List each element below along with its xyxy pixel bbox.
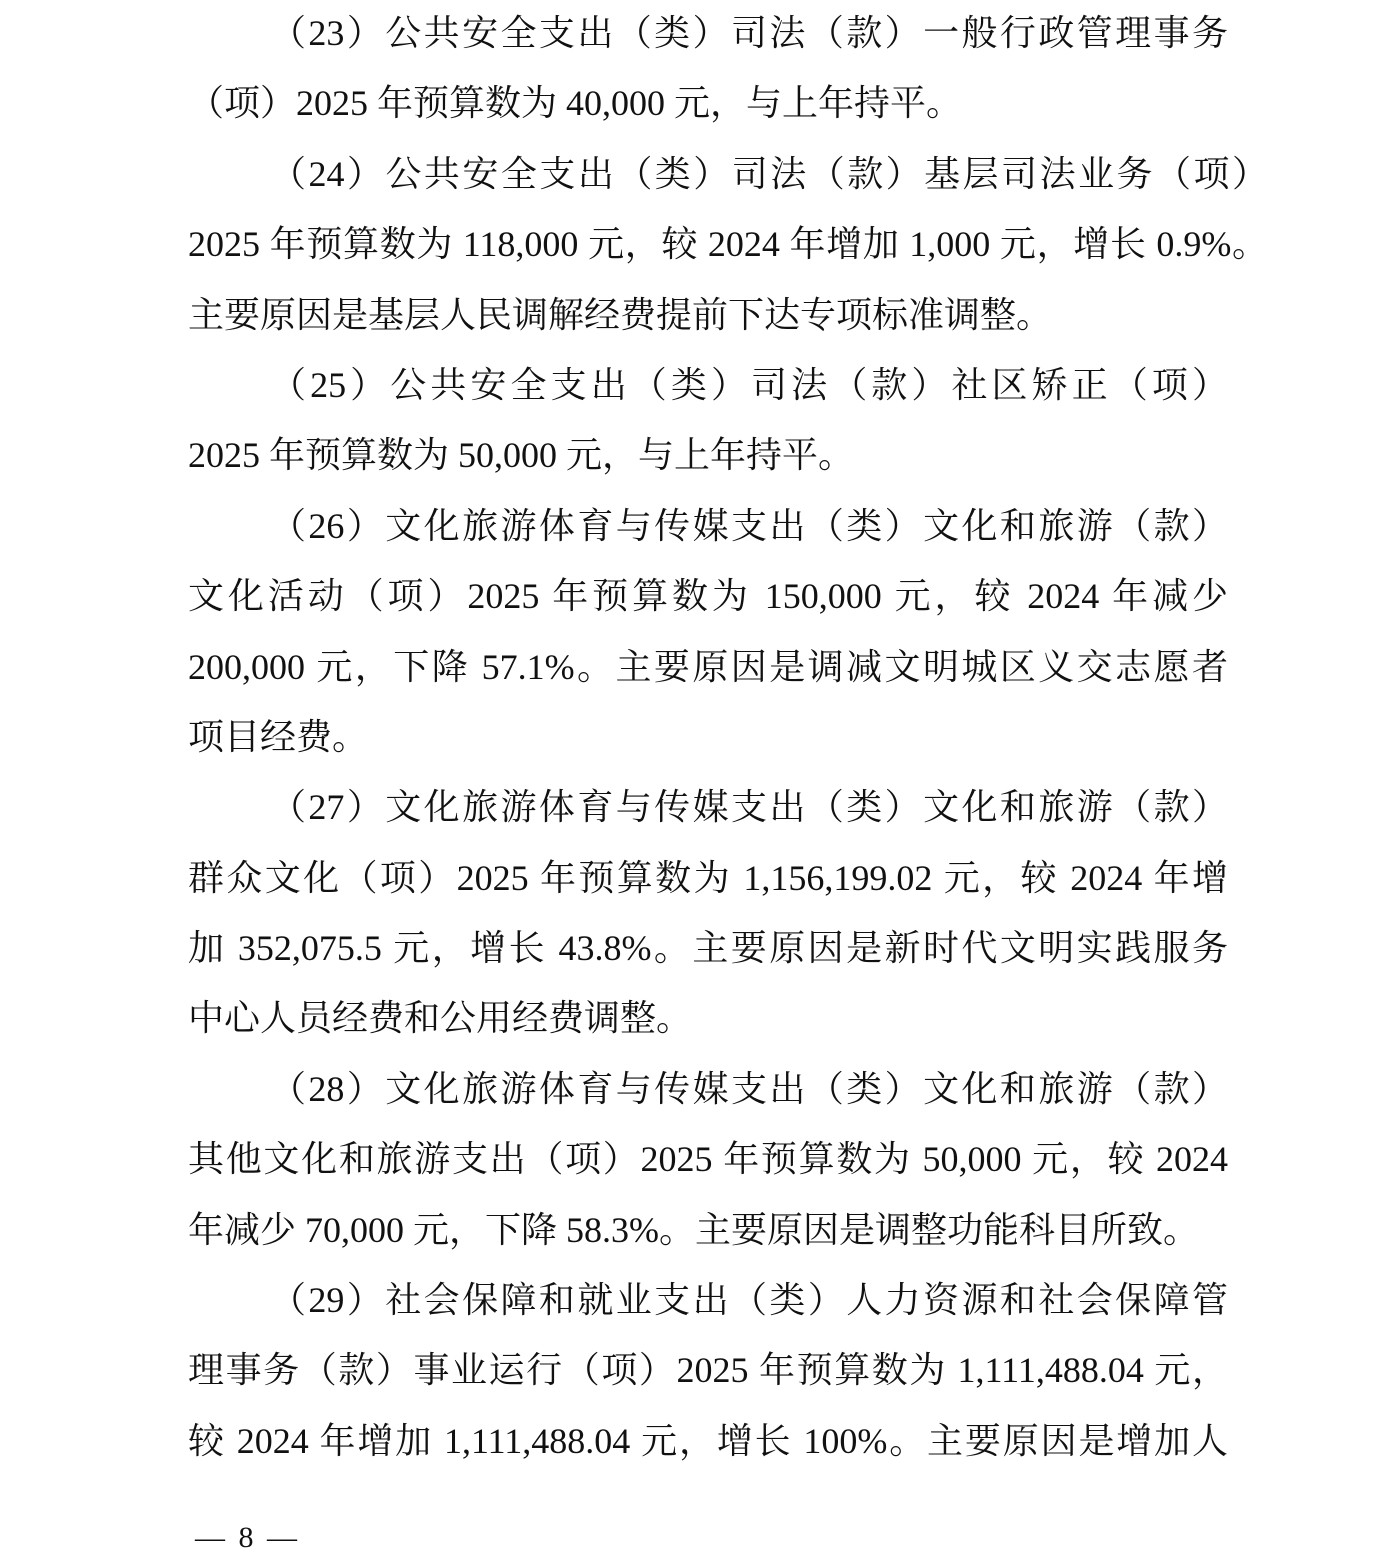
body-text	[188, 0, 1268, 1476]
paragraph-line: 中心人员经费和公用经费调整。	[188, 998, 693, 1039]
paragraph-24	[188, 139, 1268, 350]
paragraph-27	[188, 772, 1268, 1054]
paragraph-line: 200,000 元，下降 57.1%。主要原因是调减文明城区义交志愿者	[188, 646, 1228, 687]
paragraph-29	[188, 1265, 1268, 1476]
paragraph-line: 年减少 70,000 元，下降 58.3%。主要原因是调整功能科目所致。	[188, 1209, 1199, 1250]
paragraph-line: 主要原因是基层人民调解经费提前下达专项标准调整。	[188, 294, 1053, 335]
paragraph-line: 文化活动（项）2025 年预算数为 150,000 元，较 2024 年减少	[188, 576, 1228, 617]
paragraph-line: （29）社会保障和就业支出（类）人力资源和社会保障管	[270, 1280, 1228, 1321]
paragraph-line: 群众文化（项）2025 年预算数为 1,156,199.02 元，较 2024 年增	[188, 857, 1228, 898]
paragraph-line: 2025 年预算数为 50,000 元，与上年持平。	[188, 435, 855, 476]
paragraph-28	[188, 1054, 1268, 1265]
paragraph-line: 理事务（款）事业运行（项）2025 年预算数为 1,111,488.04 元，	[188, 1350, 1228, 1391]
paragraph-line: （27）文化旅游体育与传媒支出（类）文化和旅游（款）	[270, 787, 1228, 828]
paragraph-line: （25）公共安全支出（类）司法（款）社区矫正（项）	[270, 364, 1228, 405]
paragraph-line: 其他文化和旅游支出（项）2025 年预算数为 50,000 元，较 2024	[188, 1139, 1228, 1180]
paragraph-line: （24）公共安全支出（类）司法（款）基层司法业务（项）	[270, 153, 1268, 194]
paragraph-line: 2025 年预算数为 118,000 元，较 2024 年增加 1,000 元，增长 0.9%。	[188, 224, 1268, 265]
paragraph-line: 较 2024 年增加 1,111,488.04 元，增长 100%。主要原因是增加人	[188, 1420, 1228, 1461]
paragraph-line: （项）2025 年预算数为 40,000 元，与上年持平。	[188, 83, 963, 124]
paragraph-26	[188, 491, 1268, 773]
page-number: — 8 —	[195, 1521, 300, 1554]
paragraph-23	[188, 0, 1268, 139]
paragraph-25	[188, 350, 1268, 491]
paragraph-line: （23）公共安全支出（类）司法（款）一般行政管理事务	[270, 13, 1228, 53]
paragraph-line: （28）文化旅游体育与传媒支出（类）文化和旅游（款）	[270, 1068, 1228, 1109]
paragraph-line: 加 352,075.5 元，增长 43.8%。主要原因是新时代文明实践服务	[188, 928, 1228, 969]
paragraph-line: 项目经费。	[188, 716, 369, 757]
paragraph-line: （26）文化旅游体育与传媒支出（类）文化和旅游（款）	[270, 505, 1228, 546]
